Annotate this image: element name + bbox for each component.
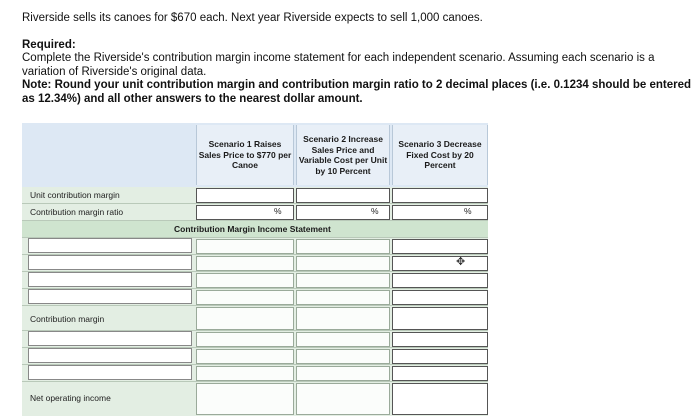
section-title-row [22, 221, 488, 238]
section-title: Contribution Margin Income Statement [174, 224, 331, 234]
cm-s3-input[interactable] [392, 307, 488, 330]
statement-s1-input[interactable] [196, 239, 294, 254]
statement-s2-input[interactable] [296, 256, 390, 271]
table-row-unit-cm [22, 187, 488, 204]
table-row-net-operating-income [22, 382, 488, 416]
noi-s3-input[interactable] [392, 383, 488, 415]
cm-s1-input[interactable] [196, 307, 294, 330]
table-row [22, 331, 488, 348]
pct-sign-s1: % [274, 206, 282, 216]
noi-s2-input[interactable] [296, 383, 390, 415]
required-label: Required: [22, 38, 76, 51]
col-header-scenario-2: Scenario 2 Increase Sales Price and Variable Cost per Unit by 10 Percent [296, 125, 390, 185]
line-item-label-input[interactable] [28, 365, 192, 380]
required-text: Complete the Riverside's contribution margin income statement for each independent scenario. Assuming each scenario is a variation of Riverside's original data. [22, 52, 655, 78]
statement-s3-input[interactable] [392, 332, 488, 347]
statement-s3-input[interactable] [392, 366, 488, 381]
unit-cm-s2-input[interactable] [296, 188, 390, 203]
table-row-contribution-margin [22, 306, 488, 331]
line-item-label-input[interactable] [28, 348, 192, 363]
answer-table [22, 123, 488, 416]
table-row [22, 365, 488, 382]
required-block [22, 39, 698, 107]
table-row [22, 238, 488, 255]
statement-s1-input[interactable] [196, 332, 294, 347]
col-header-scenario-1: Scenario 1 Raises Sales Price to $770 per Canoe [196, 125, 294, 185]
row-label-unit-cm: Unit contribution margin [30, 190, 120, 200]
line-item-label-input[interactable] [28, 331, 192, 346]
statement-s1-input[interactable] [196, 366, 294, 381]
statement-s1-input[interactable] [196, 256, 294, 271]
line-item-label-input[interactable] [28, 289, 192, 304]
line-item-label-input[interactable] [28, 238, 192, 253]
table-row [22, 348, 488, 365]
statement-s2-input[interactable] [296, 366, 390, 381]
statement-s1-input[interactable] [196, 349, 294, 364]
unit-cm-s3-input[interactable] [392, 188, 488, 203]
statement-s3-input[interactable] [392, 273, 488, 288]
row-label-contribution-margin: Contribution margin [30, 314, 105, 324]
statement-s2-input[interactable] [296, 290, 390, 305]
statement-s3-input[interactable] [392, 239, 488, 254]
table-row-cm-ratio [22, 204, 488, 221]
table-row [22, 272, 488, 289]
row-label-net-operating-income: Net operating income [30, 393, 111, 403]
col-header-scenario-3: Scenario 3 Decrease Fixed Cost by 20 Percent [392, 125, 488, 185]
statement-s3-input[interactable] [392, 349, 488, 364]
cm-ratio-s3-input[interactable] [392, 205, 488, 220]
statement-s2-input[interactable] [296, 273, 390, 288]
question-intro [22, 12, 698, 106]
statement-s3-input[interactable] [392, 290, 488, 305]
problem-statement: Riverside sells its canoes for $670 each. Next year Riverside expects to sell 1,000 canoes. [22, 12, 483, 24]
pct-sign-s2: % [371, 206, 379, 216]
statement-s1-input[interactable] [196, 290, 294, 305]
pct-sign-s3: % [464, 206, 472, 216]
statement-s2-input[interactable] [296, 349, 390, 364]
cm-s2-input[interactable] [296, 307, 390, 330]
noi-s1-input[interactable] [196, 383, 294, 415]
statement-s3-input[interactable] [392, 256, 488, 271]
statement-s2-input[interactable] [296, 239, 390, 254]
statement-s1-input[interactable] [196, 273, 294, 288]
unit-cm-s1-input[interactable] [196, 188, 294, 203]
rounding-note: Note: Round your unit contribution margin and contribution margin ratio to 2 decimal places (i.e. 0.1234 should be entered as 12.34%) and all other answers to the nearest dollar amount. [22, 79, 691, 105]
statement-s2-input[interactable] [296, 332, 390, 347]
table-row [22, 289, 488, 306]
row-label-cm-ratio: Contribution margin ratio [30, 207, 124, 217]
table-row [22, 255, 488, 272]
line-item-label-input[interactable] [28, 255, 192, 270]
move-cursor-icon: ✥ [456, 256, 466, 268]
line-item-label-input[interactable] [28, 272, 192, 287]
